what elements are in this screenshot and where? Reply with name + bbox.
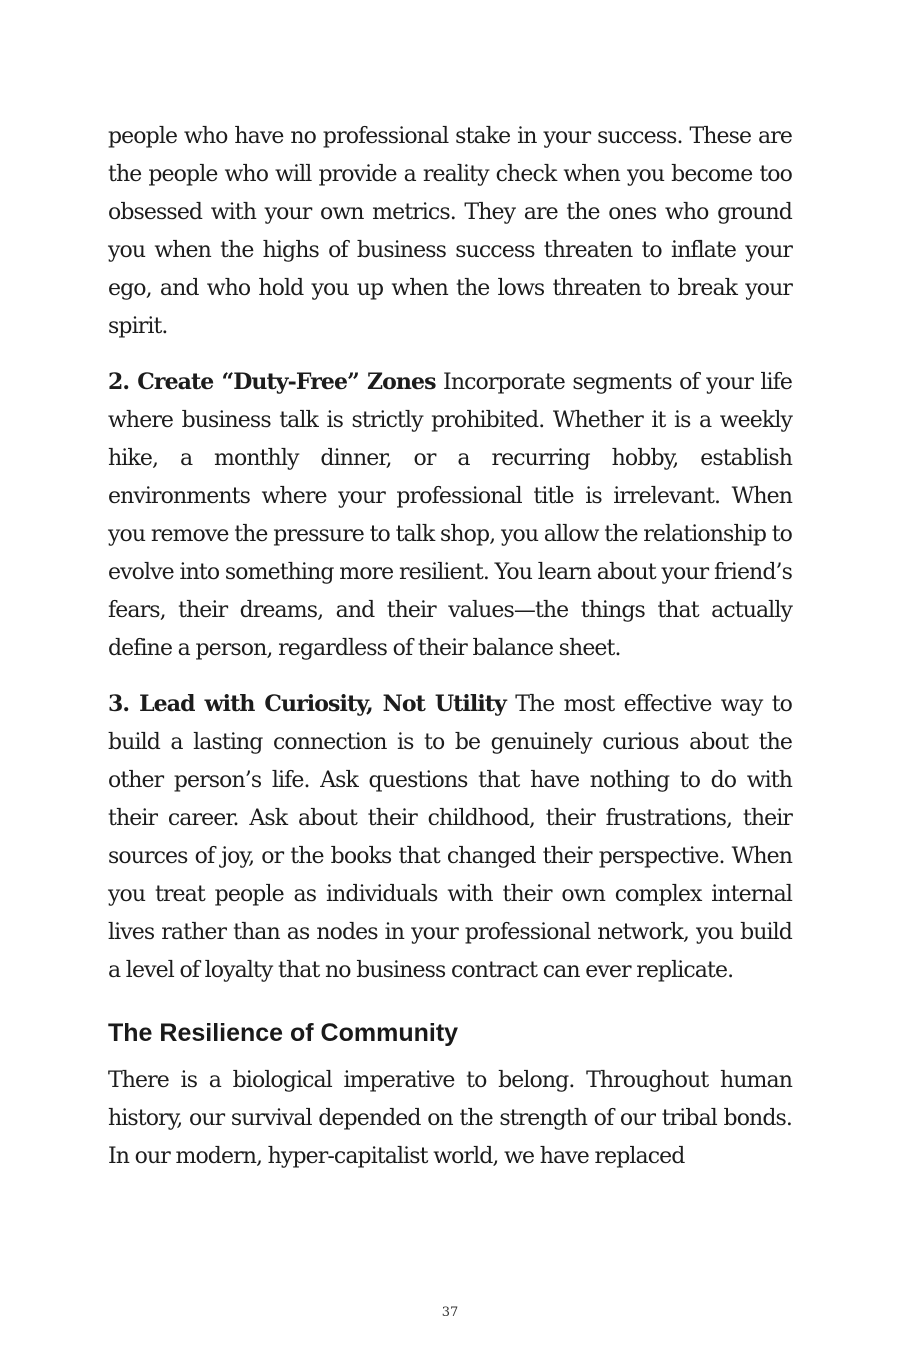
page-body [108,118,792,1193]
section-heading: The Resilience of Community [108,1019,459,1047]
paragraph-text: There is a biological imperative to belong. Throughout human history, our survival depended on the strength of our tribal bonds. In our modern, hyper-capitalist world, we have replaced [108,1068,792,1169]
paragraph-text: Incorporate segments of your life where business talk is strictly prohibited. Whether it is a weekly hike, a monthly dinner, or a recurring hobby, establish environments where your professional title is irrelevant. When you remove the pressure to talk shop, you allow the relationship to evolve into something more resilient. You learn about your friend’s fears, their dreams, and their values—the things that actually define a person, regardless of their balance sheet. [108,370,793,661]
paragraph-text: The most effective way to build a lasting connection is to be genuinely curious about the other person’s life. Ask questions that have nothing to do with their career. Ask about their childhood, their frustrations, their sources of joy, or the books that changed their perspective. When you treat people as individuals with their own complex internal lives rather than as nodes in your professional network, you build a level of loyalty that no business contract can ever replicate. [108,692,792,983]
paragraph-duty-free-zones [108,363,792,668]
list-item-heading-duty-free-zones: 2. Create “Duty-Free” Zones [108,369,436,395]
paragraph-biological-imperative [108,1062,792,1176]
paragraph-text: people who have no professional stake in your success. These are the people who will provide a reality check when you become too obsessed with your own metrics. They are the ones who ground you when the highs of business success threaten to inflate your ego, and who hold you up when the lows threaten to break your spirit. [108,124,792,339]
list-item-heading-lead-with-curiosity: 3. Lead with Curiosity, Not Utility [108,691,506,717]
page-number: 37 [441,1305,459,1320]
paragraph-professional-stake [108,118,792,346]
paragraph-lead-with-curiosity [108,685,792,990]
